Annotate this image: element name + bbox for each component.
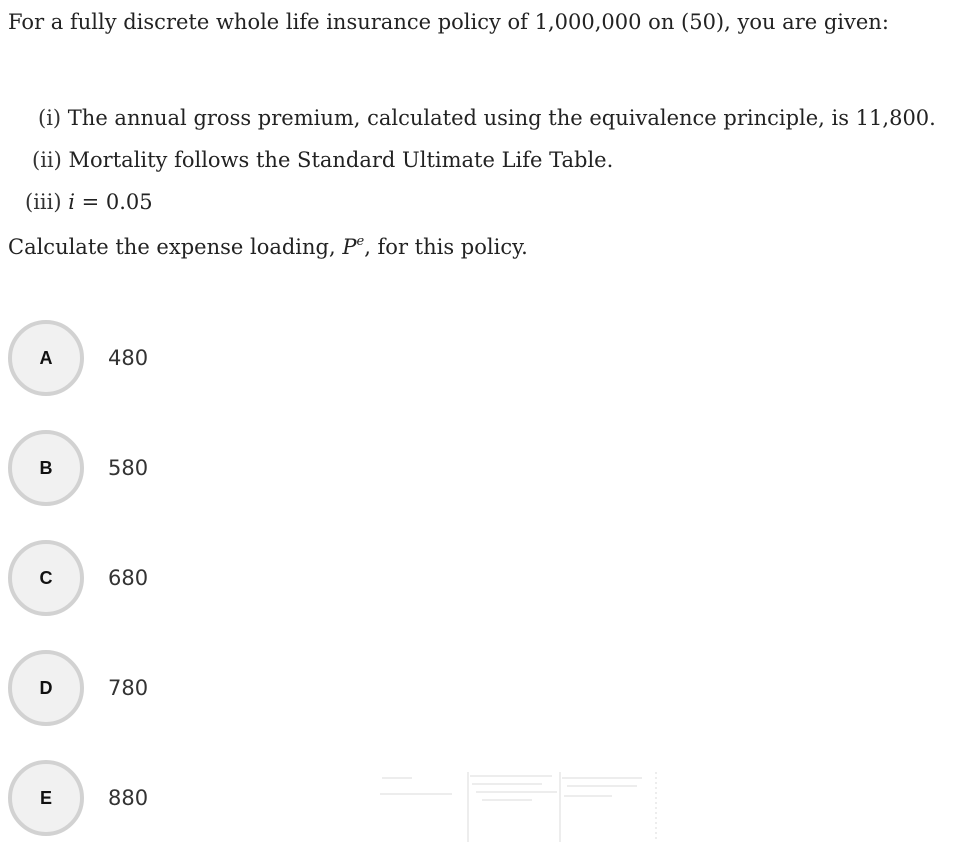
option-d[interactable] bbox=[8, 650, 308, 726]
task-superscript: e bbox=[356, 234, 365, 249]
task-text-end: , for this policy. bbox=[364, 235, 528, 259]
given-equation: = 0.05 bbox=[74, 190, 153, 214]
option-letter-badge[interactable]: D bbox=[8, 650, 84, 726]
option-value[interactable]: 680 bbox=[108, 566, 149, 590]
given-text: Mortality follows the Standard Ultimate Life Table. bbox=[68, 148, 614, 172]
question-task bbox=[8, 228, 528, 261]
option-value[interactable]: 880 bbox=[108, 786, 149, 810]
given-item bbox=[32, 146, 613, 174]
question-intro: For a fully discrete whole life insurance policy of 1,000,000 on (50), you are given: bbox=[8, 10, 889, 34]
given-number: (iii) bbox=[25, 190, 62, 214]
option-letter-badge[interactable]: C bbox=[8, 540, 84, 616]
task-text: Calculate the expense loading, bbox=[8, 235, 343, 259]
option-value[interactable]: 780 bbox=[108, 676, 149, 700]
given-number: (i) bbox=[38, 106, 62, 130]
option-value[interactable]: 580 bbox=[108, 456, 149, 480]
option-letter-badge[interactable]: B bbox=[8, 430, 84, 506]
option-e[interactable] bbox=[8, 760, 308, 836]
given-item bbox=[25, 188, 153, 216]
given-item bbox=[38, 104, 936, 132]
option-c[interactable] bbox=[8, 540, 308, 616]
given-number: (ii) bbox=[32, 148, 62, 172]
option-letter-badge[interactable]: E bbox=[8, 760, 84, 836]
option-a[interactable] bbox=[8, 320, 308, 396]
given-text: The annual gross premium, calculated using the equivalence principle, is 11,800. bbox=[67, 106, 936, 130]
question-block bbox=[8, 8, 968, 259]
faint-table-artifact bbox=[372, 772, 662, 842]
task-variable: P bbox=[342, 235, 357, 259]
given-variable: i bbox=[68, 190, 75, 214]
option-letter-badge[interactable]: A bbox=[8, 320, 84, 396]
option-b[interactable] bbox=[8, 430, 308, 506]
option-value[interactable]: 480 bbox=[108, 346, 149, 370]
